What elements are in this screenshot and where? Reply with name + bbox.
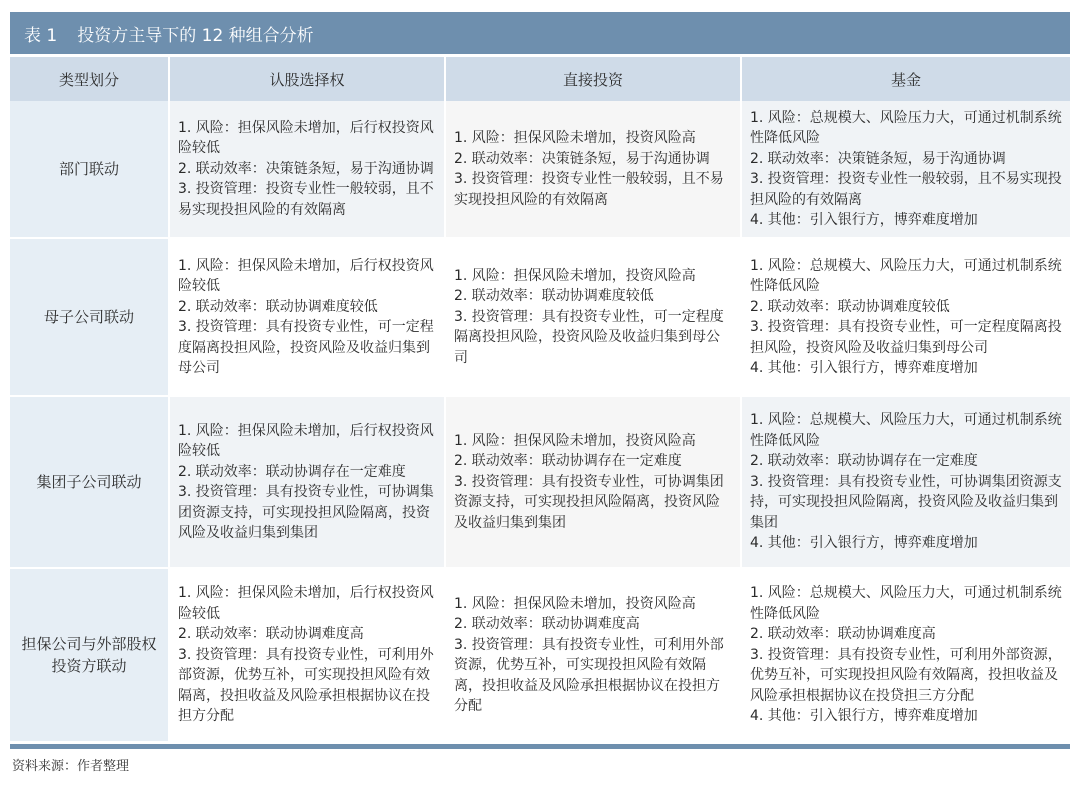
cell-line: 4. 其他：引入银行方，博弈难度增加 bbox=[750, 535, 978, 552]
cell-line: 1. 风险：担保风险未增加，后行权投资风险较低 bbox=[178, 119, 434, 157]
table-row bbox=[10, 239, 1070, 397]
cell-line: 2. 联动效率：联动协调难度高 bbox=[454, 616, 640, 632]
table-cell bbox=[446, 101, 742, 239]
table-cell bbox=[446, 569, 742, 743]
cell-line: 2. 联动效率：决策链条短，易于沟通协调 bbox=[750, 150, 1006, 167]
header-warrant: 认股选择权 bbox=[170, 57, 446, 101]
cell-line: 1. 风险：担保风险未增加，投资风险高 bbox=[454, 130, 696, 146]
cell-line: 3. 投资管理：具有投资专业性，可协调集团资源支持，可实现投担风险隔离，投资风险及收益归集到集团 bbox=[454, 473, 724, 531]
cell-line: 2. 联动效率：联动协调难度高 bbox=[178, 626, 364, 643]
cell-line: 2. 联动效率：联动协调难度高 bbox=[750, 626, 936, 643]
cell-line: 1. 风险：担保风险未增加，后行权投资风险较低 bbox=[178, 585, 434, 622]
row-type-label: 部门联动 bbox=[10, 101, 170, 239]
cell-line: 3. 投资管理：投资专业性一般较弱，且不易实现投担风险的有效隔离 bbox=[454, 171, 724, 208]
table-cell bbox=[446, 239, 742, 397]
bottom-rule bbox=[10, 744, 1070, 749]
cell-line: 3. 投资管理：投资专业性一般较弱，且不易实现投担风险的有效隔离 bbox=[750, 171, 1062, 208]
table-cell bbox=[742, 101, 1070, 239]
header-row bbox=[10, 57, 1070, 101]
cell-line: 4. 其他：引入银行方，博弈难度增加 bbox=[750, 212, 978, 228]
cell-line: 1. 风险：担保风险未增加，投资风险高 bbox=[454, 267, 696, 284]
table-cell bbox=[446, 397, 742, 569]
cell-line: 2. 联动效率：联动协调存在一定难度 bbox=[454, 453, 682, 470]
table-cell bbox=[170, 569, 446, 743]
table-cell bbox=[742, 569, 1070, 743]
cell-line: 4. 其他：引入银行方，博弈难度增加 bbox=[750, 360, 978, 376]
table-cell bbox=[170, 101, 446, 239]
header-type: 类型划分 bbox=[10, 57, 170, 101]
cell-line: 3. 投资管理：具有投资专业性，可一定程度隔离投担风险，投资风险及收益归集到母公司 bbox=[178, 319, 434, 376]
cell-line: 1. 风险：担保风险未增加，投资风险高 bbox=[454, 432, 696, 449]
cell-line: 3. 投资管理：具有投资专业性，可协调集团资源支持，可实现投担风险隔离，投资风险及收益归集到集团 bbox=[178, 484, 434, 541]
table-cell bbox=[742, 239, 1070, 397]
cell-line: 3. 投资管理：具有投资专业性，可协调集团资源支持，可实现投担风险隔离，投资风险及收益归集到集团 bbox=[750, 473, 1062, 531]
table-row bbox=[10, 101, 1070, 239]
cell-line: 3. 投资管理：具有投资专业性，可一定程度隔离投担风险，投资风险及收益归集到母公司 bbox=[750, 319, 1062, 356]
table-cell bbox=[170, 239, 446, 397]
table-row bbox=[10, 397, 1070, 569]
table-title-bar bbox=[10, 12, 1070, 54]
cell-line: 3. 投资管理：投资专业性一般较弱，且不易实现投担风险的有效隔离 bbox=[178, 181, 434, 218]
cell-line: 2. 联动效率：联动协调难度较低 bbox=[750, 298, 950, 315]
cell-line: 1. 风险：担保风险未增加，后行权投资风险较低 bbox=[178, 257, 434, 294]
cell-line: 1. 风险：担保风险未增加，后行权投资风险较低 bbox=[178, 422, 434, 459]
cell-line: 2. 联动效率：联动协调难度较低 bbox=[454, 288, 654, 305]
row-type-label: 集团子公司联动 bbox=[10, 397, 170, 569]
cell-line: 1. 风险：总规模大、风险压力大，可通过机制系统性降低风险 bbox=[750, 412, 1062, 449]
cell-line: 2. 联动效率：决策链条短，易于沟通协调 bbox=[178, 160, 434, 177]
cell-line: 1. 风险：总规模大、风险压力大，可通过机制系统性降低风险 bbox=[750, 585, 1062, 622]
cell-line: 2. 联动效率：决策链条短，易于沟通协调 bbox=[454, 150, 710, 167]
cell-line: 1. 风险：总规模大、风险压力大，可通过机制系统性降低风险 bbox=[750, 109, 1062, 146]
cell-line: 2. 联动效率：联动协调难度较低 bbox=[178, 298, 378, 315]
table-cell bbox=[742, 397, 1070, 569]
table-number: 表 1 bbox=[24, 25, 58, 46]
cell-line: 2. 联动效率：联动协调存在一定难度 bbox=[178, 463, 406, 480]
cell-line: 2. 联动效率：联动协调存在一定难度 bbox=[750, 453, 978, 470]
cell-line: 3. 投资管理：具有投资专业性，可一定程度隔离投担风险，投资风险及收益归集到母公司 bbox=[454, 308, 724, 366]
cell-line: 3. 投资管理：具有投资专业性，可利用外部资源，优势互补，可实现投担风险有效隔离，投担收益及风险承担根据协议在投贷担三方分配 bbox=[750, 646, 1062, 704]
table-row bbox=[10, 569, 1070, 743]
row-type-label: 母子公司联动 bbox=[10, 239, 170, 397]
cell-line: 3. 投资管理：具有投资专业性，可利用外部资源，优势互补，可实现投担风险有效隔离，投担收益及风险承担根据协议在投担方分配 bbox=[454, 636, 724, 714]
source-note: 资料来源：作者整理 bbox=[12, 759, 130, 774]
table-title: 投资方主导下的 12 种组合分析 bbox=[77, 25, 314, 46]
header-direct-investment: 直接投资 bbox=[446, 57, 742, 101]
cell-line: 1. 风险：总规模大、风险压力大，可通过机制系统性降低风险 bbox=[750, 257, 1062, 294]
comparison-table bbox=[10, 57, 1070, 743]
header-fund: 基金 bbox=[742, 57, 1070, 101]
cell-line: 1. 风险：担保风险未增加，投资风险高 bbox=[454, 595, 696, 612]
cell-line: 3. 投资管理：具有投资专业性，可利用外部资源，优势互补，可实现投担风险有效隔离，投担收益及风险承担根据协议在投担方分配 bbox=[178, 646, 434, 725]
row-type-label: 担保公司与外部股权投资方联动 bbox=[10, 569, 170, 743]
cell-line: 4. 其他：引入银行方，博弈难度增加 bbox=[750, 708, 978, 725]
table-cell bbox=[170, 397, 446, 569]
